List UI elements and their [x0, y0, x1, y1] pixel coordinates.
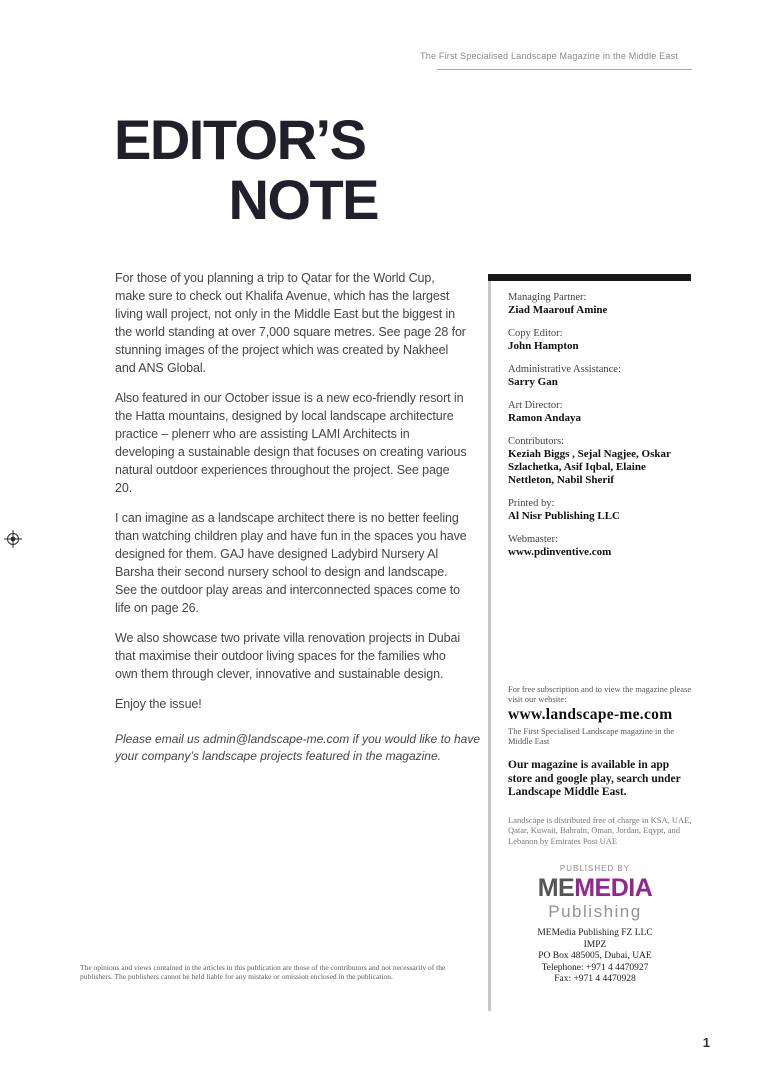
subscription-intro: For free subscription and to view the magazine please visit our website: — [508, 684, 692, 704]
logo-publishing-text: Publishing — [548, 902, 642, 921]
sidebar-top-bar — [488, 274, 691, 281]
header-rule — [437, 69, 692, 70]
masthead — [508, 291, 692, 569]
masthead-entry — [508, 327, 692, 353]
page-number: 1 — [702, 1035, 710, 1050]
closing-line: Enjoy the issue! — [115, 697, 202, 711]
editor-note-body — [115, 269, 467, 725]
disclaimer-text: The opinions and views contained in the articles in this publication are those of the contributors and not necessarily of the publishers. The publishers cannot be held liable for any mistake or omission enclosed in the publication. — [80, 963, 446, 981]
publisher-block — [498, 864, 692, 986]
masthead-value: Ziad Maarouf Amine — [508, 304, 608, 316]
masthead-value: Keziah Biggs , Sejal Nagjee, Oskar Szlachetka, Asif Iqbal, Elaine Nettleton, Nabil Sherif — [508, 448, 671, 486]
masthead-value: Al Nisr Publishing LLC — [508, 510, 620, 522]
address-line: PO Box 485005, Dubai, UAE — [538, 951, 652, 961]
masthead-label: Managing Partner: — [508, 292, 587, 303]
masthead-value: Ramon Andaya — [508, 412, 582, 424]
published-by-label: PUBLISHED BY — [559, 864, 631, 873]
page-title — [114, 110, 378, 230]
magazine-tagline: The First Specialised Landscape Magazine in the Middle East — [420, 51, 678, 61]
title-line-2: NOTE — [228, 168, 378, 231]
paragraph: For those of you planning a trip to Qatar for the World Cup, make sure to check out Khalifa Avenue, which has the largest living wall project, not only in the Middle East but the biggest in the world standing at over 7,000 square metres. See page 28 for stunning images of the project which was created by Nakheel and ANS Global. — [115, 271, 466, 375]
paragraph: Also featured in our October issue is a new eco-friendly resort in the Hatta mountains, designed by local landscape architecture practice – plenerr who are assisting LAMI Architects in developing a sustainable design that focuses on creating various natural outdoor experiences throughout the project. See page 20. — [115, 391, 467, 495]
address-line: Fax: +971 4 4470928 — [554, 974, 636, 984]
publisher-address — [498, 928, 692, 986]
address-line: IMPZ — [583, 939, 607, 950]
masthead-label: Webmaster: — [508, 534, 558, 545]
masthead-label: Copy Editor: — [508, 328, 563, 339]
address-line: MEMedia Publishing FZ LLC — [537, 928, 653, 938]
masthead-entry — [508, 533, 692, 559]
masthead-entry — [508, 497, 692, 523]
masthead-label: Administrative Assistance: — [508, 364, 621, 375]
paragraph: We also showcase two private villa renovation projects in Dubai that maximise their outdoor living spaces for the families who own them through clever, innovative and sustainable design. — [115, 631, 461, 681]
logo-media-text: MEDIA — [574, 874, 653, 902]
masthead-value: John Hampton — [508, 340, 579, 352]
subscription-block — [508, 684, 696, 846]
masthead-label: Printed by: — [508, 498, 555, 509]
masthead-entry — [508, 399, 692, 425]
sidebar-vertical-rule — [488, 281, 491, 1011]
masthead-entry — [508, 435, 692, 487]
title-line-1: EDITOR’S — [114, 108, 366, 171]
website-url: www.landscape-me.com — [508, 706, 673, 723]
subscription-tagline: The First Specialised Landscape magazine in the Middle East — [508, 726, 675, 746]
email-note: Please email us admin@landscape-me.com if you would like to have your company’s landscape projects featured in the magazine. — [115, 732, 481, 763]
masthead-value: Sarry Gan — [508, 376, 558, 388]
registration-mark-icon — [4, 530, 22, 553]
masthead-label: Art Director: — [508, 400, 563, 411]
distribution-note: Landscape is distributed free of charge in KSA, UAE, Qatar, Kuwait, Bahrain, Oman, Jordan, Eqypt, and Lebanon by Emirates Post UAE — [508, 814, 692, 846]
address-line: Telephone: +971 4 4470927 — [541, 962, 649, 973]
masthead-entry — [508, 291, 692, 317]
memedia-logo — [498, 875, 692, 902]
webmaster-url: www.pdinventive.com — [508, 546, 612, 558]
masthead-entry — [508, 363, 692, 389]
app-availability-note: Our magazine is available in app store and google play, search under Landscape Middle East. — [508, 759, 681, 798]
masthead-label: Contributors: — [508, 436, 565, 447]
logo-me-text: ME — [537, 874, 575, 902]
paragraph: I can imagine as a landscape architect there is no better feeling than watching children play and have fun in the spaces you have designed for them. GAJ have designed Ladybird Nursery Al Barsha their second nursery school to design and landscape. See the outdoor play areas and interconnected spaces come to life on page 26. — [115, 511, 467, 615]
